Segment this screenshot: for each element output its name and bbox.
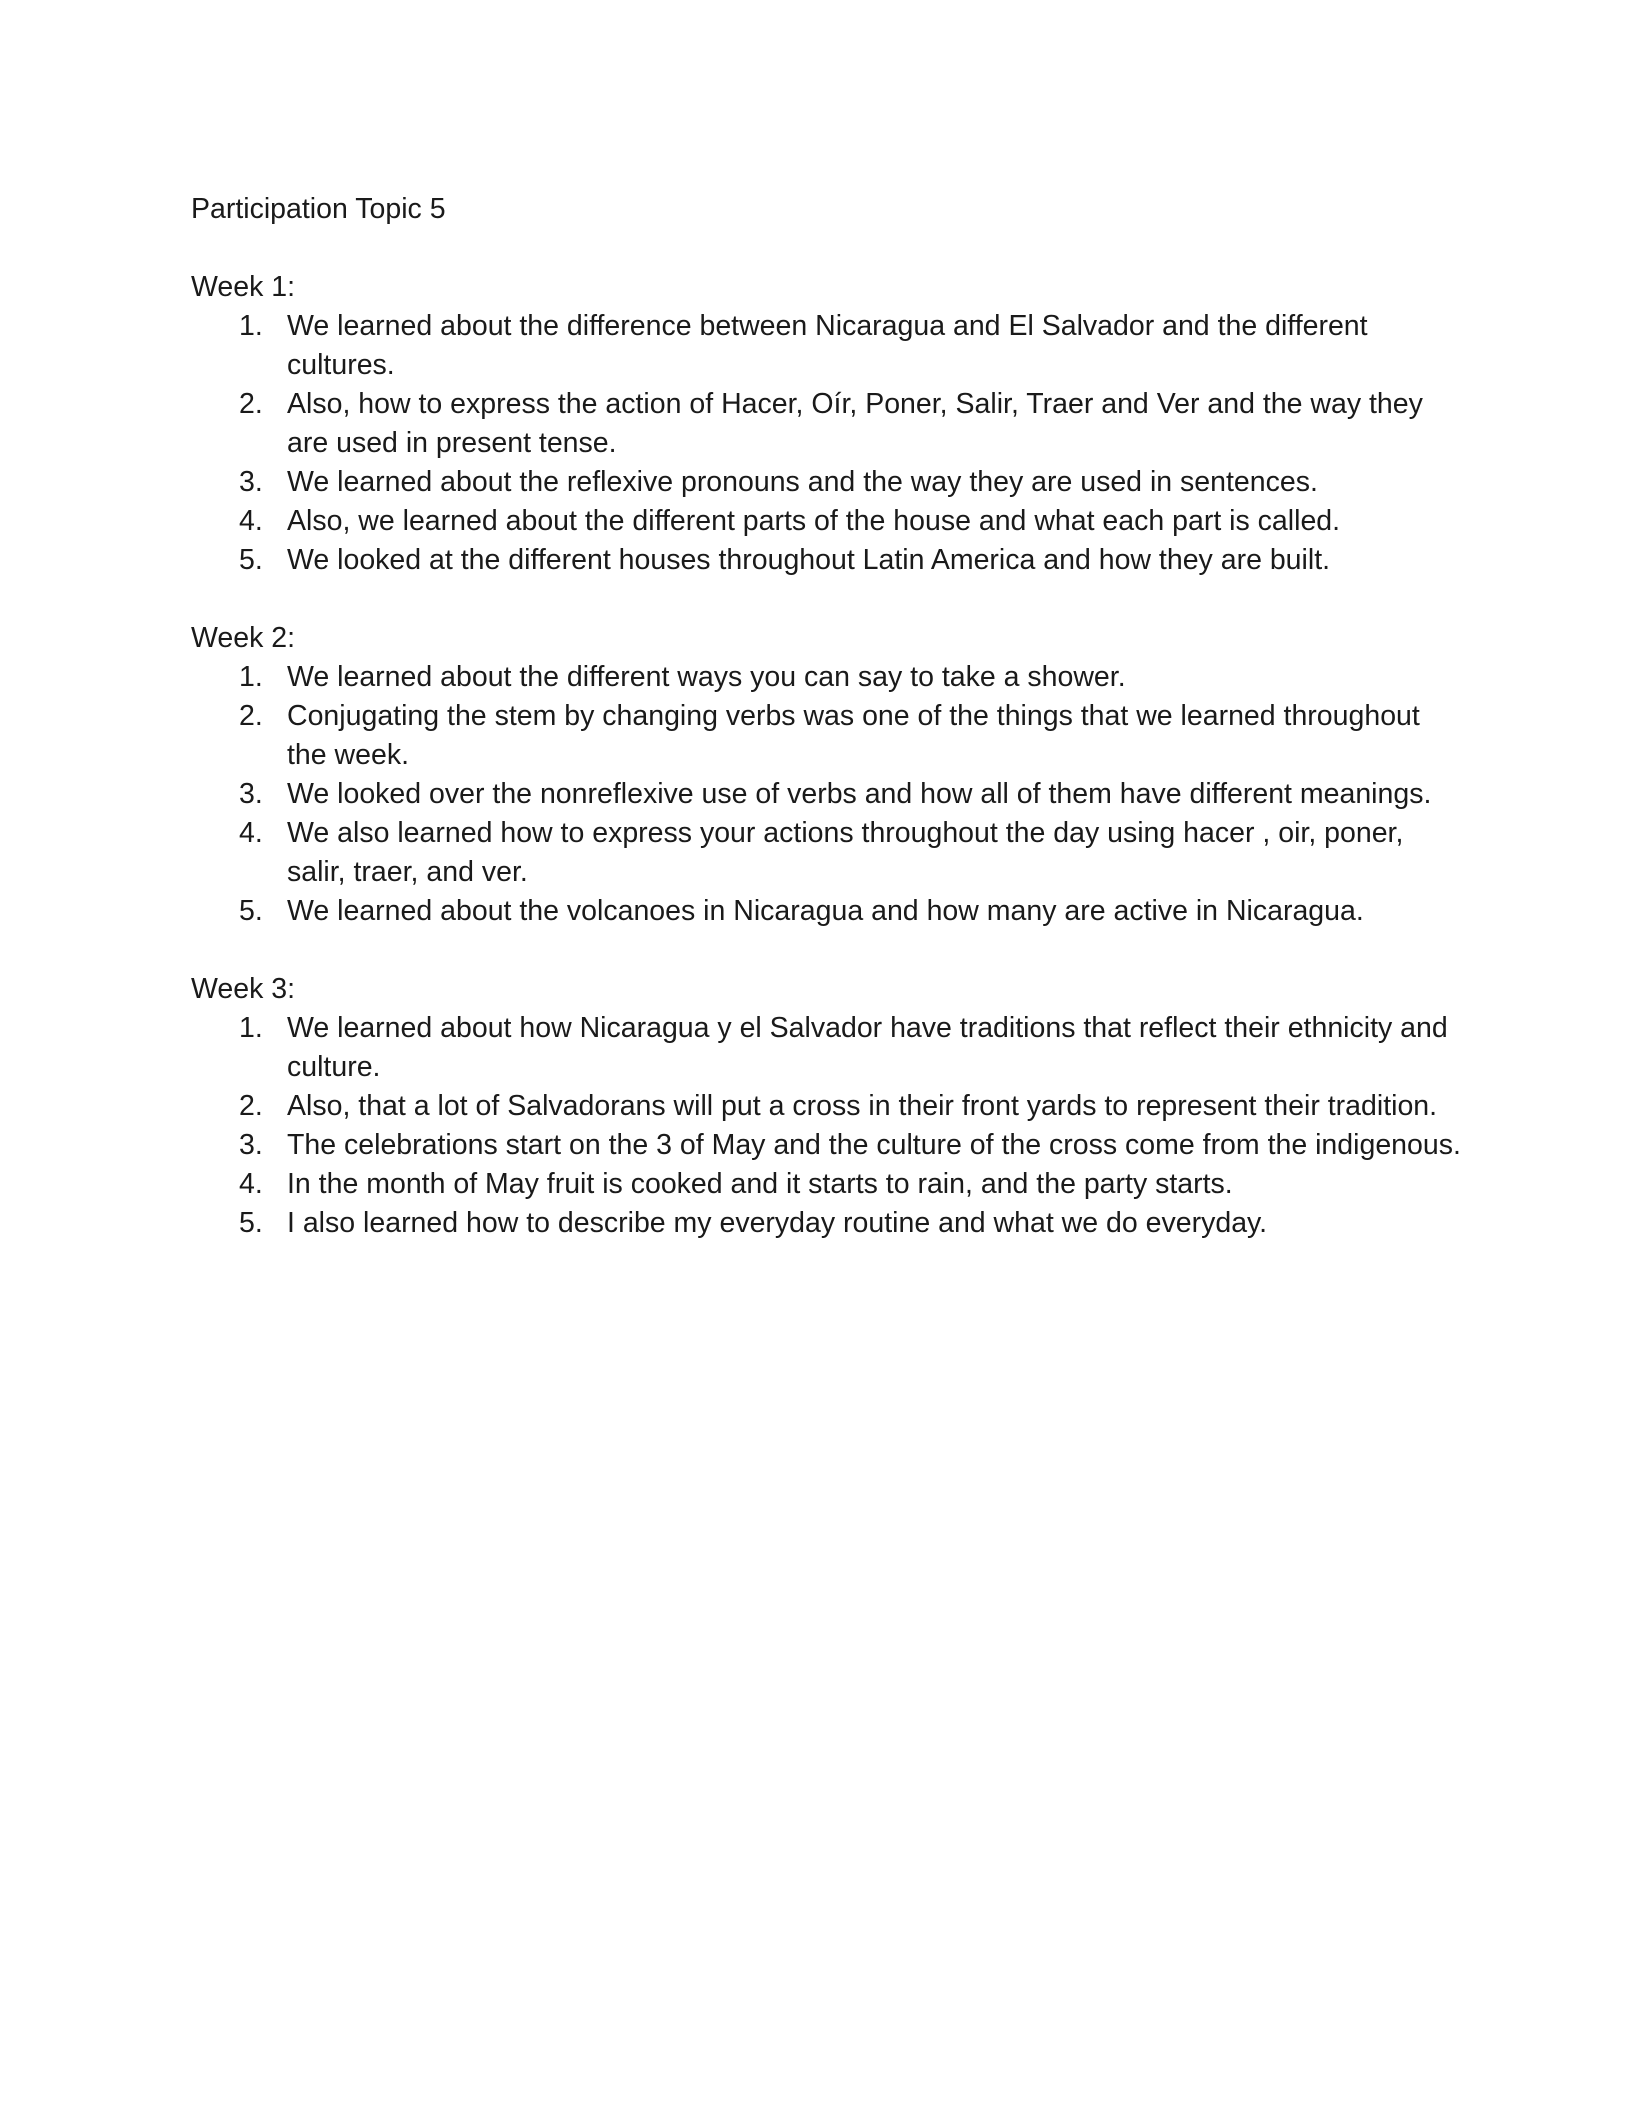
list-item [191, 1009, 1461, 1087]
list-item-text: We learned about how Nicaragua y el Salvador have traditions that reflect their ethnicity and culture. [287, 1012, 1448, 1083]
list-item [191, 892, 1461, 931]
list-item-text: The celebrations start on the 3 of May and the culture of the cross come from the indigenous. [287, 1129, 1461, 1161]
spacer [191, 931, 1461, 970]
list-item [191, 1087, 1461, 1126]
list-number: 2. [239, 700, 263, 732]
list-number: 5. [239, 895, 263, 927]
list-number: 3. [239, 466, 263, 498]
list-item-text: Conjugating the stem by changing verbs was one of the things that we learned throughout the week. [287, 700, 1420, 771]
week-3-list [191, 1009, 1461, 1243]
list-item [191, 1165, 1461, 1204]
week-heading: Week 3: [191, 973, 296, 1005]
list-item [191, 502, 1461, 541]
list-item-text: I also learned how to describe my everyday routine and what we do everyday. [287, 1207, 1268, 1239]
list-number: 3. [239, 778, 263, 810]
list-item [191, 307, 1461, 385]
list-item-text: We looked over the nonreflexive use of verbs and how all of them have different meanings. [287, 778, 1432, 810]
list-item-text: Also, we learned about the different parts of the house and what each part is called. [287, 505, 1341, 537]
week-1-list [191, 307, 1461, 580]
list-item-text: In the month of May fruit is cooked and it starts to rain, and the party starts. [287, 1168, 1233, 1200]
list-number: 5. [239, 1207, 263, 1239]
list-item-text: We learned about the reflexive pronouns and the way they are used in sentences. [287, 466, 1318, 498]
list-number: 1. [239, 310, 263, 342]
list-number: 2. [239, 388, 263, 420]
list-item [191, 658, 1461, 697]
list-item [191, 697, 1461, 775]
list-number: 4. [239, 1168, 263, 1200]
week-3-section [191, 970, 1461, 1243]
list-item [191, 541, 1461, 580]
list-item [191, 1204, 1461, 1243]
list-item-text: We also learned how to express your actions throughout the day using hacer , oir, poner, salir, traer, and ver. [287, 817, 1404, 888]
spacer [191, 229, 1461, 268]
list-number: 4. [239, 817, 263, 849]
week-2-section [191, 619, 1461, 931]
document-title: Participation Topic 5 [191, 193, 446, 225]
list-number: 4. [239, 505, 263, 537]
week-2-list [191, 658, 1461, 931]
list-number: 1. [239, 661, 263, 693]
list-item-text: We learned about the different ways you can say to take a shower. [287, 661, 1126, 693]
list-item-text: Also, how to express the action of Hacer, Oír, Poner, Salir, Traer and Ver and the way they are used in present tense. [287, 388, 1423, 459]
list-item [191, 385, 1461, 463]
list-item-text: We learned about the difference between Nicaragua and El Salvador and the different cultures. [287, 310, 1368, 381]
list-number: 1. [239, 1012, 263, 1044]
list-item-text: We learned about the volcanoes in Nicaragua and how many are active in Nicaragua. [287, 895, 1364, 927]
list-number: 2. [239, 1090, 263, 1122]
list-item [191, 775, 1461, 814]
week-heading: Week 1: [191, 271, 296, 303]
document-body [191, 190, 1461, 1243]
list-item-text: Also, that a lot of Salvadorans will put a cross in their front yards to represent their tradition. [287, 1090, 1438, 1122]
week-heading: Week 2: [191, 622, 296, 654]
list-item [191, 463, 1461, 502]
spacer [191, 580, 1461, 619]
list-number: 5. [239, 544, 263, 576]
list-item [191, 814, 1461, 892]
list-item-text: We looked at the different houses throughout Latin America and how they are built. [287, 544, 1331, 576]
list-number: 3. [239, 1129, 263, 1161]
week-1-section [191, 268, 1461, 580]
list-item [191, 1126, 1461, 1165]
